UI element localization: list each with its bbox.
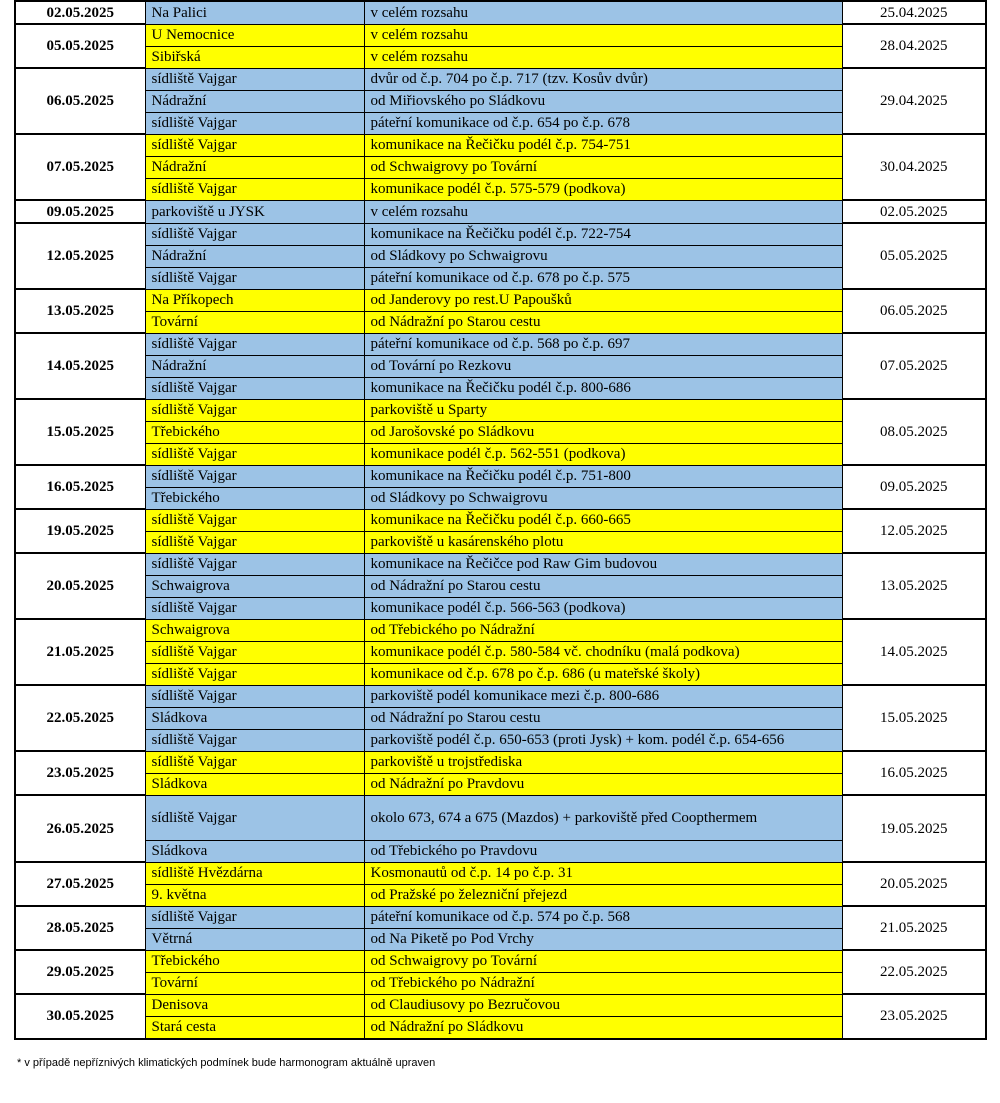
street-name: Sládkova xyxy=(145,773,364,795)
table-row xyxy=(15,641,986,663)
street-section: Kosmonautů od č.p. 14 po č.p. 31 xyxy=(364,862,842,884)
street-section: od Tovární po Rezkovu xyxy=(364,355,842,377)
table-row xyxy=(15,685,986,707)
street-section: v celém rozsahu xyxy=(364,200,842,223)
cleaning-schedule-table xyxy=(14,0,987,1040)
notice-date: 20.05.2025 xyxy=(842,862,986,906)
cleaning-date: 14.05.2025 xyxy=(15,333,145,399)
street-section: od Jarošovské po Sládkovu xyxy=(364,421,842,443)
street-section: páteřní komunikace od č.p. 568 po č.p. 697 xyxy=(364,333,842,355)
notice-date: 16.05.2025 xyxy=(842,751,986,795)
table-row xyxy=(15,862,986,884)
table-row xyxy=(15,68,986,90)
street-section: od Nádražní po Starou cestu xyxy=(364,575,842,597)
table-row xyxy=(15,1016,986,1039)
street-section: od Schwaigrovy po Tovární xyxy=(364,950,842,972)
street-name: sídliště Vajgar xyxy=(145,465,364,487)
street-section: páteřní komunikace od č.p. 654 po č.p. 678 xyxy=(364,112,842,134)
table-row xyxy=(15,399,986,421)
cleaning-date: 23.05.2025 xyxy=(15,751,145,795)
street-name: Schwaigrova xyxy=(145,619,364,641)
notice-date: 13.05.2025 xyxy=(842,553,986,619)
footnote: * v případě nepříznivých klimatických podmínek bude harmonogram aktuálně upraven xyxy=(17,1057,436,1069)
street-name: sídliště Vajgar xyxy=(145,509,364,531)
street-name: Nádražní xyxy=(145,90,364,112)
table-row xyxy=(15,90,986,112)
cleaning-date: 07.05.2025 xyxy=(15,134,145,200)
street-section: od Na Piketě po Pod Vrchy xyxy=(364,928,842,950)
table-row xyxy=(15,751,986,773)
street-section: od Třebického po Pravdovu xyxy=(364,840,842,862)
cleaning-date: 02.05.2025 xyxy=(15,1,145,24)
table-row xyxy=(15,1,986,24)
table-row xyxy=(15,178,986,200)
notice-date: 19.05.2025 xyxy=(842,795,986,862)
street-name: parkoviště u JYSK xyxy=(145,200,364,223)
table-row xyxy=(15,663,986,685)
street-section: od Janderovy po rest.U Papoušků xyxy=(364,289,842,311)
street-name: Stará cesta xyxy=(145,1016,364,1039)
street-name: Třebického xyxy=(145,487,364,509)
street-name: Sládkova xyxy=(145,707,364,729)
street-section: okolo 673, 674 a 675 (Mazdos) + parkoviště před Coopthermem xyxy=(364,795,842,840)
table-row xyxy=(15,465,986,487)
cleaning-date: 20.05.2025 xyxy=(15,553,145,619)
street-section: od Claudiusovy po Bezručovou xyxy=(364,994,842,1016)
street-name: sídliště Vajgar xyxy=(145,134,364,156)
table-row xyxy=(15,619,986,641)
street-name: sídliště Vajgar xyxy=(145,443,364,465)
notice-date: 21.05.2025 xyxy=(842,906,986,950)
street-name: Na Příkopech xyxy=(145,289,364,311)
schedule-body xyxy=(15,1,986,1039)
cleaning-date: 09.05.2025 xyxy=(15,200,145,223)
street-name: Větrná xyxy=(145,928,364,950)
street-name: Na Palici xyxy=(145,1,364,24)
street-section: od Pražské po železniční přejezd xyxy=(364,884,842,906)
street-name: Třebického xyxy=(145,950,364,972)
cleaning-date: 19.05.2025 xyxy=(15,509,145,553)
street-section: dvůr od č.p. 704 po č.p. 717 (tzv. Kosův dvůr) xyxy=(364,68,842,90)
table-row xyxy=(15,773,986,795)
table-row xyxy=(15,134,986,156)
street-section: komunikace na Řečičku podél č.p. 800-686 xyxy=(364,377,842,399)
table-row xyxy=(15,377,986,399)
table-row xyxy=(15,311,986,333)
cleaning-date: 16.05.2025 xyxy=(15,465,145,509)
street-name: sídliště Hvězdárna xyxy=(145,862,364,884)
table-row xyxy=(15,421,986,443)
street-section: parkoviště u trojstřediska xyxy=(364,751,842,773)
table-row xyxy=(15,443,986,465)
street-name: Nádražní xyxy=(145,355,364,377)
street-section: od Nádražní po Starou cestu xyxy=(364,311,842,333)
notice-date: 07.05.2025 xyxy=(842,333,986,399)
street-name: Schwaigrova xyxy=(145,575,364,597)
table-row xyxy=(15,24,986,46)
table-row xyxy=(15,729,986,751)
street-section: od Schwaigrovy po Tovární xyxy=(364,156,842,178)
street-section: komunikace na Řečičku podél č.p. 754-751 xyxy=(364,134,842,156)
table-row xyxy=(15,267,986,289)
table-row xyxy=(15,156,986,178)
street-section: parkoviště podél komunikace mezi č.p. 800-686 xyxy=(364,685,842,707)
notice-date: 12.05.2025 xyxy=(842,509,986,553)
street-section: komunikace na Řečičku podél č.p. 660-665 xyxy=(364,509,842,531)
cleaning-date: 27.05.2025 xyxy=(15,862,145,906)
notice-date: 29.04.2025 xyxy=(842,68,986,134)
street-section: páteřní komunikace od č.p. 678 po č.p. 575 xyxy=(364,267,842,289)
street-section: komunikace na Řečičce pod Raw Gim budovou xyxy=(364,553,842,575)
cleaning-date: 05.05.2025 xyxy=(15,24,145,68)
table-row xyxy=(15,509,986,531)
table-row xyxy=(15,223,986,245)
notice-date: 15.05.2025 xyxy=(842,685,986,751)
table-row xyxy=(15,46,986,68)
notice-date: 06.05.2025 xyxy=(842,289,986,333)
street-section: parkoviště u Sparty xyxy=(364,399,842,421)
street-name: sídliště Vajgar xyxy=(145,178,364,200)
street-section: od Nádražní po Sládkovu xyxy=(364,1016,842,1039)
notice-date: 23.05.2025 xyxy=(842,994,986,1039)
cleaning-date: 13.05.2025 xyxy=(15,289,145,333)
notice-date: 02.05.2025 xyxy=(842,200,986,223)
street-name: sídliště Vajgar xyxy=(145,685,364,707)
table-row xyxy=(15,795,986,840)
notice-date: 28.04.2025 xyxy=(842,24,986,68)
street-section: komunikace od č.p. 678 po č.p. 686 (u mateřské školy) xyxy=(364,663,842,685)
table-row xyxy=(15,355,986,377)
street-name: sídliště Vajgar xyxy=(145,795,364,840)
notice-date: 14.05.2025 xyxy=(842,619,986,685)
table-row xyxy=(15,597,986,619)
table-row xyxy=(15,884,986,906)
cleaning-date: 06.05.2025 xyxy=(15,68,145,134)
street-name: sídliště Vajgar xyxy=(145,531,364,553)
street-name: Tovární xyxy=(145,311,364,333)
cleaning-date: 22.05.2025 xyxy=(15,685,145,751)
table-row xyxy=(15,906,986,928)
street-section: komunikace na Řečičku podél č.p. 722-754 xyxy=(364,223,842,245)
street-section: komunikace podél č.p. 575-579 (podkova) xyxy=(364,178,842,200)
street-name: Tovární xyxy=(145,972,364,994)
street-name: sídliště Vajgar xyxy=(145,729,364,751)
street-section: parkoviště podél č.p. 650-653 (proti Jysk) + kom. podél č.p. 654-656 xyxy=(364,729,842,751)
street-name: sídliště Vajgar xyxy=(145,906,364,928)
table-row xyxy=(15,575,986,597)
table-row xyxy=(15,950,986,972)
street-name: sídliště Vajgar xyxy=(145,333,364,355)
cleaning-date: 12.05.2025 xyxy=(15,223,145,289)
cleaning-date: 28.05.2025 xyxy=(15,906,145,950)
street-name: Třebického xyxy=(145,421,364,443)
notice-date: 22.05.2025 xyxy=(842,950,986,994)
street-section: komunikace podél č.p. 566-563 (podkova) xyxy=(364,597,842,619)
street-section: komunikace podél č.p. 562-551 (podkova) xyxy=(364,443,842,465)
cleaning-date: 15.05.2025 xyxy=(15,399,145,465)
street-name: 9. května xyxy=(145,884,364,906)
street-name: Sládkova xyxy=(145,840,364,862)
street-name: sídliště Vajgar xyxy=(145,663,364,685)
street-name: sídliště Vajgar xyxy=(145,267,364,289)
table-row xyxy=(15,707,986,729)
street-name: sídliště Vajgar xyxy=(145,223,364,245)
street-name: sídliště Vajgar xyxy=(145,641,364,663)
street-section: od Třebického po Nádražní xyxy=(364,972,842,994)
notice-date: 05.05.2025 xyxy=(842,223,986,289)
street-section: komunikace podél č.p. 580-584 vč. chodníku (malá podkova) xyxy=(364,641,842,663)
street-section: v celém rozsahu xyxy=(364,46,842,68)
street-section: v celém rozsahu xyxy=(364,1,842,24)
street-section: komunikace na Řečičku podél č.p. 751-800 xyxy=(364,465,842,487)
table-row xyxy=(15,289,986,311)
street-section: páteřní komunikace od č.p. 574 po č.p. 568 xyxy=(364,906,842,928)
table-row xyxy=(15,333,986,355)
cleaning-date: 29.05.2025 xyxy=(15,950,145,994)
street-name: Nádražní xyxy=(145,156,364,178)
cleaning-date: 30.05.2025 xyxy=(15,994,145,1039)
table-row xyxy=(15,553,986,575)
street-section: od Třebického po Nádražní xyxy=(364,619,842,641)
street-name: sídliště Vajgar xyxy=(145,112,364,134)
street-section: od Sládkovy po Schwaigrovu xyxy=(364,487,842,509)
street-name: Denisova xyxy=(145,994,364,1016)
street-section: v celém rozsahu xyxy=(364,24,842,46)
table-row xyxy=(15,928,986,950)
table-row xyxy=(15,840,986,862)
table-row xyxy=(15,531,986,553)
notice-date: 30.04.2025 xyxy=(842,134,986,200)
table-row xyxy=(15,994,986,1016)
street-name: sídliště Vajgar xyxy=(145,377,364,399)
street-section: od Sládkovy po Schwaigrovu xyxy=(364,245,842,267)
table-row xyxy=(15,245,986,267)
street-section: od Miřiovského po Sládkovu xyxy=(364,90,842,112)
street-name: sídliště Vajgar xyxy=(145,553,364,575)
table-row xyxy=(15,487,986,509)
table-row xyxy=(15,972,986,994)
street-name: sídliště Vajgar xyxy=(145,399,364,421)
street-name: sídliště Vajgar xyxy=(145,68,364,90)
street-name: sídliště Vajgar xyxy=(145,597,364,619)
cleaning-date: 21.05.2025 xyxy=(15,619,145,685)
street-name: sídliště Vajgar xyxy=(145,751,364,773)
street-section: od Nádražní po Starou cestu xyxy=(364,707,842,729)
street-section: parkoviště u kasárenského plotu xyxy=(364,531,842,553)
street-name: U Nemocnice xyxy=(145,24,364,46)
street-name: Sibiřská xyxy=(145,46,364,68)
notice-date: 09.05.2025 xyxy=(842,465,986,509)
notice-date: 08.05.2025 xyxy=(842,399,986,465)
table-row xyxy=(15,112,986,134)
table-row xyxy=(15,200,986,223)
notice-date: 25.04.2025 xyxy=(842,1,986,24)
street-name: Nádražní xyxy=(145,245,364,267)
street-section: od Nádražní po Pravdovu xyxy=(364,773,842,795)
cleaning-date: 26.05.2025 xyxy=(15,795,145,862)
